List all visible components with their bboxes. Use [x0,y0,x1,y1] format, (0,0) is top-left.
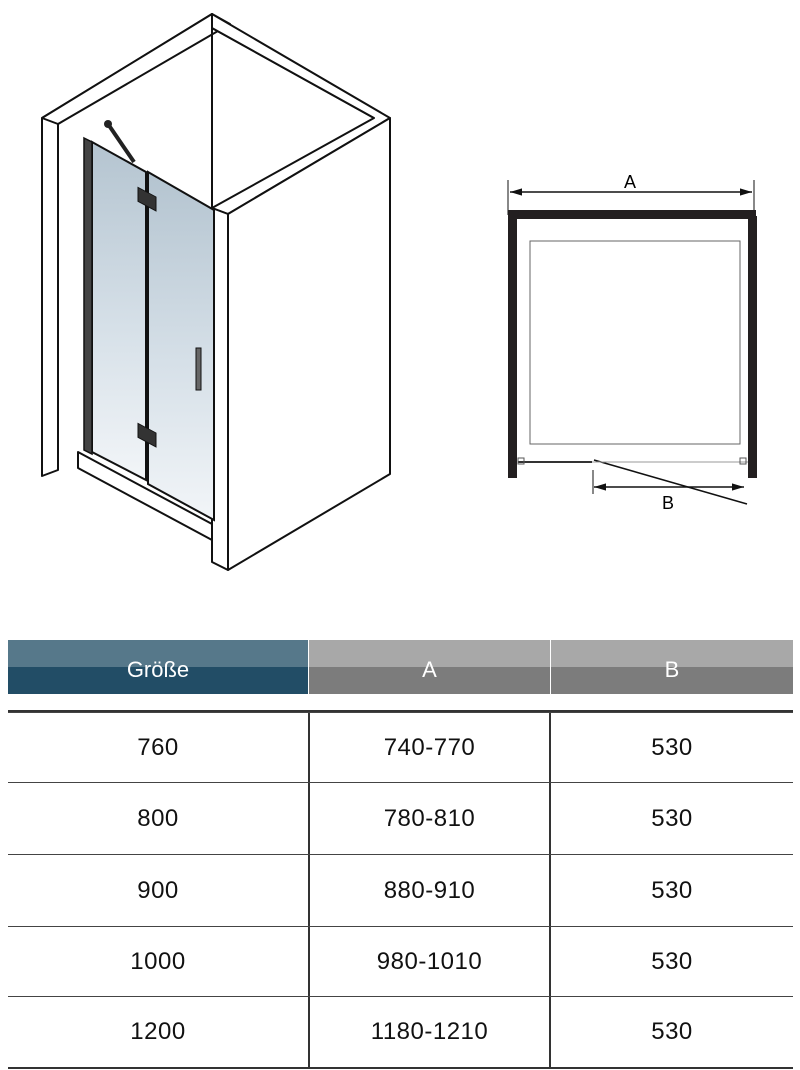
door-glass-panel [148,172,214,520]
cell-groesse: 1200 [130,1017,186,1045]
table-row [8,996,793,1066]
table-row [8,782,793,855]
wall-profile [84,138,92,454]
table-header [8,640,793,694]
plan-left-wall [508,210,517,478]
cell-a: 1180-1210 [370,1017,489,1045]
size-table [8,710,793,1069]
plan-right-wall [748,216,757,478]
top-view-plan [508,172,757,513]
cell-b: 530 [651,877,693,904]
cell-b: 530 [651,734,693,761]
header-groesse: Größe [8,640,308,694]
door-handle [196,348,201,390]
table-row [8,926,793,997]
cell-a: 740-770 [383,734,476,761]
cell-groesse: 900 [137,877,179,904]
header-a: A [309,640,550,694]
cell-b: 530 [651,948,693,975]
cell-b: 530 [651,1017,693,1045]
cell-groesse: 800 [137,805,179,832]
cell-a: 880-910 [383,877,476,904]
plan-back-wall [508,210,756,219]
plan-tray [530,241,740,444]
cell-a: 980-1010 [376,948,483,975]
left-wall-top [42,14,230,124]
cell-groesse: 760 [137,734,179,761]
header-b: B [551,640,793,694]
dimension-b-label: B [661,493,675,513]
cell-groesse: 1000 [130,948,186,975]
glass-door [84,120,214,520]
cell-a: 780-810 [383,805,476,832]
cell-b: 530 [651,805,693,832]
table-row [8,854,793,927]
dimension-a-label: A [623,172,637,192]
table-row [8,712,793,783]
